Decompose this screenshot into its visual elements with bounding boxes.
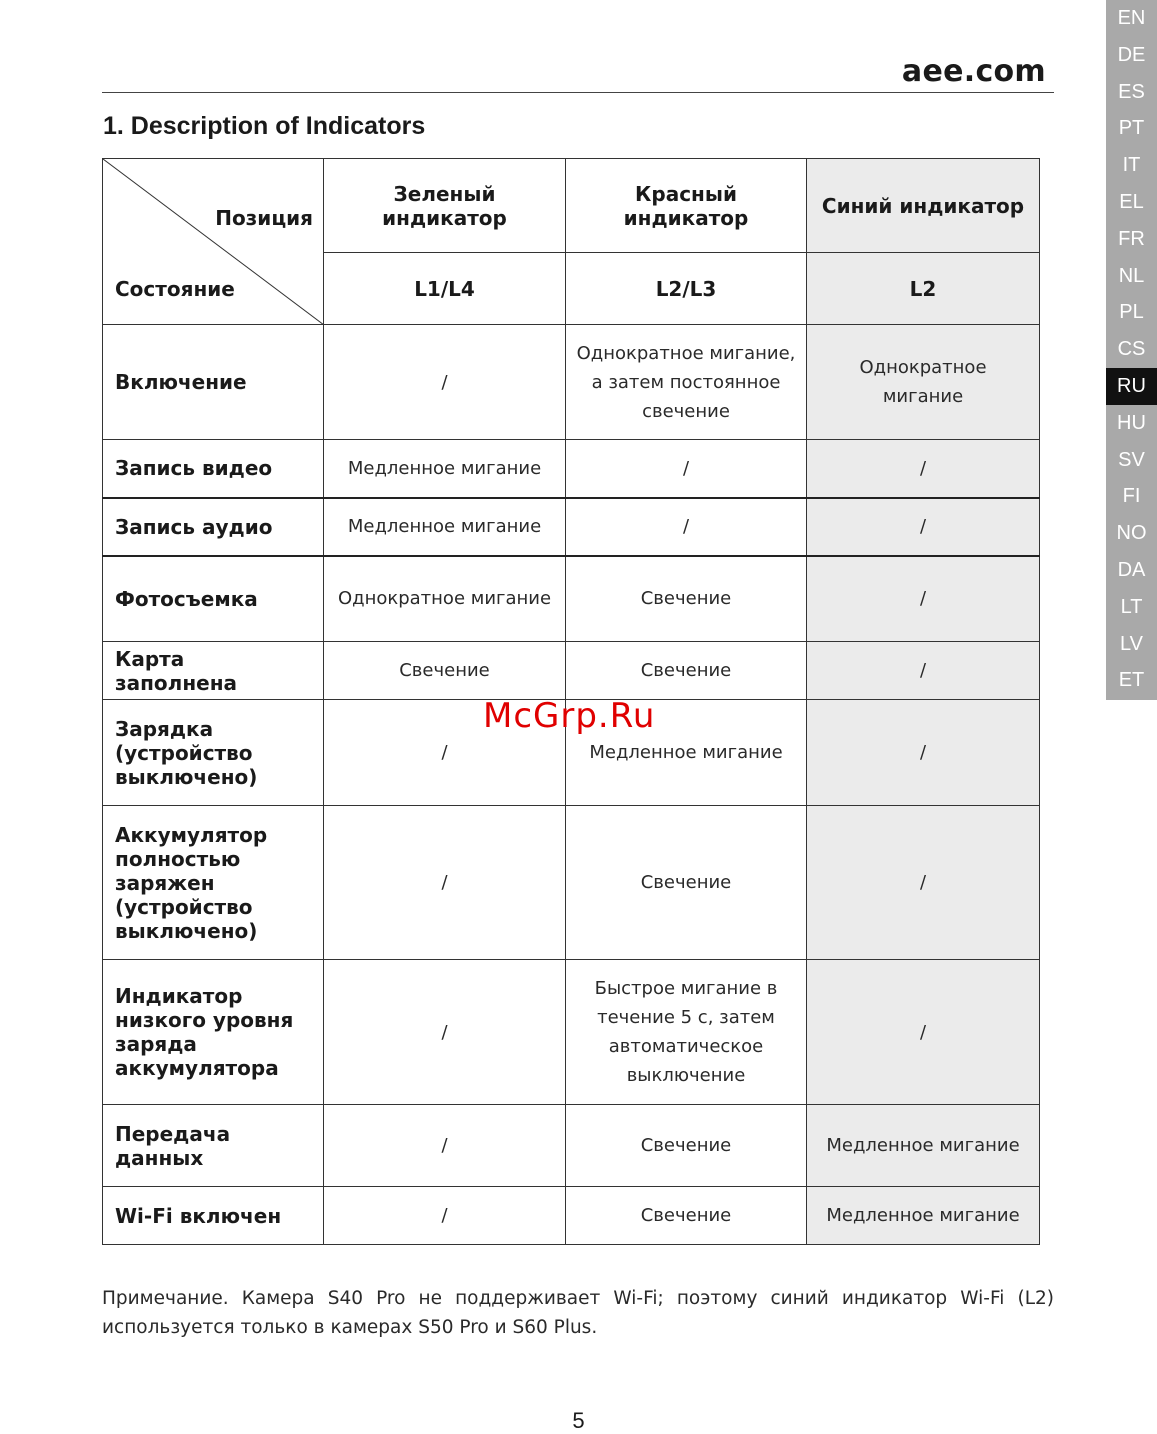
- language-tab-fi[interactable]: FI: [1122, 485, 1141, 508]
- row-state: Передача данных: [103, 1105, 324, 1187]
- language-tab-de[interactable]: DE: [1117, 43, 1146, 66]
- corner-state-label: Состояние: [115, 277, 235, 301]
- language-tab-lv[interactable]: LV: [1120, 632, 1143, 655]
- watermark-text: McGrp.Ru: [483, 696, 656, 736]
- header-divider: [102, 92, 1054, 93]
- red-value: Быстрое мигание в течение 5 с, затем автоматическое выключение: [566, 960, 807, 1105]
- language-tab-it[interactable]: IT: [1122, 154, 1141, 177]
- language-tab-ru[interactable]: RU: [1106, 368, 1157, 405]
- table-row: [103, 498, 1040, 556]
- row-state: Запись аудио: [103, 498, 324, 556]
- row-state: Включение: [103, 325, 324, 440]
- code-red: L2/L3: [566, 253, 807, 325]
- red-value: Свечение: [566, 642, 807, 700]
- header-blue-indicator: Синий индикатор: [807, 159, 1040, 253]
- red-value: /: [566, 498, 807, 556]
- green-value: /: [324, 960, 566, 1105]
- red-value: Свечение: [566, 806, 807, 960]
- language-tab-pt[interactable]: PT: [1118, 117, 1145, 140]
- table-row: [103, 1187, 1040, 1245]
- blue-value: /: [807, 556, 1040, 642]
- language-tab-el[interactable]: EL: [1119, 190, 1144, 213]
- row-state: Wi-Fi включен: [103, 1187, 324, 1245]
- code-green: L1/L4: [324, 253, 566, 325]
- blue-value: /: [807, 498, 1040, 556]
- language-tab-cs[interactable]: CS: [1117, 338, 1146, 361]
- row-state: Индикатор низкого уровня заряда аккумулятора: [103, 960, 324, 1105]
- table-row: [103, 642, 1040, 700]
- red-value: Свечение: [566, 556, 807, 642]
- blue-value: /: [807, 960, 1040, 1105]
- header-red-indicator: Красный индикатор: [566, 159, 807, 253]
- red-value: Медленное мигание: [566, 700, 807, 806]
- blue-value: Медленное мигание: [807, 1105, 1040, 1187]
- green-value: /: [324, 1105, 566, 1187]
- blue-value: /: [807, 700, 1040, 806]
- language-tab-et[interactable]: ET: [1118, 669, 1145, 692]
- table-row: [103, 1105, 1040, 1187]
- brand-logo-text: aee.com: [901, 54, 1046, 89]
- row-state: Запись видео: [103, 440, 324, 498]
- red-value: Однократное мигание, а затем постоянное свечение: [566, 325, 807, 440]
- language-tab-lt[interactable]: LT: [1120, 595, 1143, 618]
- table-row: [103, 960, 1040, 1105]
- green-value: /: [324, 806, 566, 960]
- table-row: [103, 806, 1040, 960]
- blue-value: /: [807, 440, 1040, 498]
- row-state: Фотосъемка: [103, 556, 324, 642]
- language-tab-en[interactable]: EN: [1117, 7, 1146, 29]
- table-corner-cell: [103, 159, 324, 325]
- code-blue: L2: [807, 253, 1040, 325]
- language-tab-hu[interactable]: HU: [1117, 411, 1146, 434]
- green-value: Медленное мигание: [324, 440, 566, 498]
- language-tab-no[interactable]: NO: [1116, 522, 1147, 545]
- page-number: 5: [572, 1408, 585, 1433]
- language-tab-sv[interactable]: SV: [1118, 448, 1145, 471]
- row-state: Зарядка (устройство выключено): [103, 700, 324, 806]
- language-tab-es[interactable]: ES: [1118, 80, 1145, 103]
- red-value: Свечение: [566, 1105, 807, 1187]
- row-state: Карта заполнена: [103, 642, 324, 700]
- blue-value: /: [807, 806, 1040, 960]
- red-value: /: [566, 440, 807, 498]
- language-tab-fr[interactable]: FR: [1118, 227, 1145, 250]
- blue-value: /: [807, 642, 1040, 700]
- green-value: Однократное мигание: [324, 556, 566, 642]
- header-green-indicator: Зеленый индикатор: [324, 159, 566, 253]
- red-value: Свечение: [566, 1187, 807, 1245]
- green-value: /: [324, 1187, 566, 1245]
- blue-value: Медленное мигание: [807, 1187, 1040, 1245]
- blue-value: Однократное мигание: [807, 325, 1040, 440]
- green-value: Медленное мигание: [324, 498, 566, 556]
- green-value: /: [324, 700, 566, 806]
- corner-position-label: Позиция: [215, 206, 313, 230]
- section-title: 1. Description of Indicators: [103, 112, 426, 140]
- green-value: Свечение: [324, 642, 566, 700]
- language-tab-nl[interactable]: NL: [1118, 264, 1145, 287]
- table-row: [103, 440, 1040, 498]
- table-row: [103, 556, 1040, 642]
- table-row: [103, 325, 1040, 440]
- language-sidebar: [1106, 0, 1157, 700]
- green-value: /: [324, 325, 566, 440]
- row-state: Аккумулятор полностью заряжен (устройство выключено): [103, 806, 324, 960]
- language-tab-pl[interactable]: PL: [1119, 301, 1144, 324]
- footnote: Примечание. Камера S40 Pro не поддерживает Wi-Fi; поэтому синий индикатор Wi-Fi (L2) используется только в камерах S50 Pro и S60 Plus.: [102, 1288, 1054, 1338]
- language-tab-da[interactable]: DA: [1117, 558, 1146, 581]
